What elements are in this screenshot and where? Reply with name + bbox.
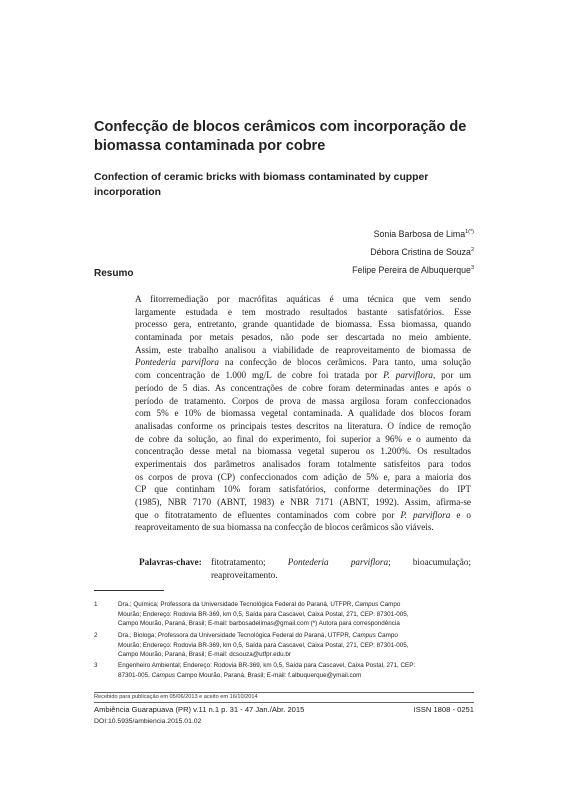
abstract-line: (1985), NBR 7170 (ABNT, 1983) e NBR 7171 (ABNT, 1992). Assim, afirma-se bbox=[135, 497, 471, 507]
footnote-number: 1 bbox=[94, 601, 98, 608]
footnote-text bbox=[118, 631, 474, 660]
author-list bbox=[352, 224, 474, 278]
abstract-line: processo gera, entretanto, grande quantidade de biomassa. Essa biomassa, quando bbox=[135, 319, 471, 330]
footer-divider bbox=[94, 702, 474, 703]
abstract-line: CP que continham 10% foram satisfatórios, conforme determinações do IPT bbox=[135, 484, 471, 495]
keywords-line: fitotratamento; Pontederia parviflora; bioacumulação; bbox=[211, 557, 471, 567]
footnote bbox=[94, 631, 474, 661]
abstract-heading: Resumo bbox=[94, 268, 134, 279]
author-line bbox=[352, 242, 474, 260]
footnote-line: Mourão; Endereço: Rodovia BR-369, km 0,5, Saída para Cascavel, Caixa Postal, 271, CEP: 87301-005, bbox=[118, 641, 409, 649]
abstract-line: analisadas conforme os principais testes descritos na literatura. O índice de remoção bbox=[135, 420, 471, 431]
journal-reference: Ambiência Guarapuava (PR) v.11 n.1 p. 31 - 47 Jan./Abr. 2015 bbox=[94, 705, 305, 714]
footnote-line: Campo Mourão, Paraná, Brasil; E-mail: dcsouza@utfpr.edu.br bbox=[118, 651, 291, 659]
abstract-line: Pontederia parviflora na confecção de blocos cerâmicos. Para tanto, uma solução bbox=[135, 357, 471, 368]
footnote-divider bbox=[94, 590, 164, 591]
journal-citation bbox=[94, 705, 474, 714]
abstract-line: os corpos de prova (CP) confeccionados com adição de 5% e, para a maioria dos bbox=[135, 471, 471, 482]
abstract-line: A fitorremediação por macrófitas aquáticas é uma técnica que vem sendo bbox=[135, 294, 471, 304]
author-name: Débora Cristina de Souza bbox=[370, 247, 471, 257]
received-divider bbox=[94, 692, 474, 693]
author-affiliation-mark: 3 bbox=[470, 265, 474, 271]
author-line bbox=[352, 224, 474, 242]
footnote bbox=[94, 600, 474, 630]
footnote-line: Mourão; Endereço: Rodovia BR-369, km 0,5, Saída para Cascavel, Caixa Postal, 271, CEP: 87301-005, bbox=[118, 610, 409, 618]
abstract-line: que o fitotratamento de efluentes contaminados com cobre por P. parviflora e o bbox=[135, 509, 471, 520]
abstract-line: experimentais dos parâmetros analisados foram totalmente satisfeitos para todos bbox=[135, 458, 471, 469]
abstract-line: reaproveitamento de sua biomassa na confecção de blocos cerâmicos são viáveis. bbox=[135, 522, 434, 533]
title-portuguese: Confecção de blocos cerâmicos com incorporação de biomassa contaminada por cobre bbox=[94, 119, 467, 154]
journal-issn: ISSN 1808 - 0251 bbox=[413, 705, 474, 714]
footnote-text bbox=[118, 661, 474, 680]
author-affiliation-mark: 1(*) bbox=[465, 229, 474, 235]
received-note: Recebido para publicação em 05/06/2013 e aceito em 16/10/2014 bbox=[94, 694, 258, 700]
footnote bbox=[94, 661, 474, 681]
abstract-line: de cobre da solução, ao final do experimento, foi superior a 96% e o aumento da bbox=[135, 433, 471, 444]
abstract-line: Assim, este trabalho analisou a viabilidade de reaproveitamento de biomassa de bbox=[135, 344, 471, 355]
author-name: Felipe Pereira de Albuquerque bbox=[352, 265, 471, 275]
doi-link[interactable]: DOI:10.5935/ambiencia.2015.01.02 bbox=[94, 718, 202, 725]
footnote-number: 2 bbox=[94, 632, 98, 639]
abstract-line: com 5% e 10% de biomassa vegetal contaminada. A qualidade dos blocos foram bbox=[135, 408, 471, 419]
footnote-line: 87301-005, Campus Campo Mourão, Paraná, Brasil; E-mail: f.albuquerque@ymail.com bbox=[118, 671, 362, 679]
keywords-label: Palavras-chave: bbox=[139, 557, 202, 567]
footnote-line: Dra.; Biologa; Professora da Universidade Tecnológica Federal do Paraná, UTFPR, Campus Campo bbox=[118, 632, 398, 639]
abstract-line: contaminada por metais pesados, não pode ser descartada no meio ambiente. bbox=[135, 332, 471, 343]
abstract-line: largamente estudada e tem mostrado resultados bastante satisfatórios. Esse bbox=[135, 306, 471, 317]
footnote-line: Campo Mourão, Paraná, Brasil; E-mail: barbosadelimas@gmail.com (*) Autora para correspondência bbox=[118, 620, 400, 628]
footnote-line: Engenheiro Ambiental; Endereço: Rodovia BR-369, km 0,5, Saída para Cascavel, Caixa Postal, 271, CEP: bbox=[118, 662, 416, 669]
footnote-text bbox=[118, 600, 474, 629]
footnote-number: 3 bbox=[94, 662, 98, 669]
abstract-line: período de tratamento. Corpos de prova de massa argilosa foram confeccionados bbox=[135, 395, 471, 406]
keywords-line: reaproveitamento. bbox=[211, 570, 278, 580]
title-english: Confection of ceramic bricks with biomass contaminated by cupper incorporation bbox=[94, 172, 429, 198]
abstract-line: com concentração de 1.000 mg/L de cobre foi tratada por P. parviflora, por um bbox=[135, 370, 471, 381]
author-line bbox=[352, 260, 474, 278]
footnote-line: Dra.; Química; Professora da Universidade Tecnológica Federal do Paraná, UTFPR, Campus Campo bbox=[118, 601, 401, 608]
abstract-body bbox=[135, 293, 471, 534]
author-name: Sonia Barbosa de Lima bbox=[373, 229, 466, 239]
abstract-line: concentração desse metal na biomassa vegetal superou os 1.200%. Os resultados bbox=[135, 446, 471, 457]
author-affiliation-mark: 2 bbox=[470, 247, 474, 253]
abstract-line: período de 5 dias. As concentrações de cobre foram determinadas antes e após o bbox=[135, 382, 471, 393]
